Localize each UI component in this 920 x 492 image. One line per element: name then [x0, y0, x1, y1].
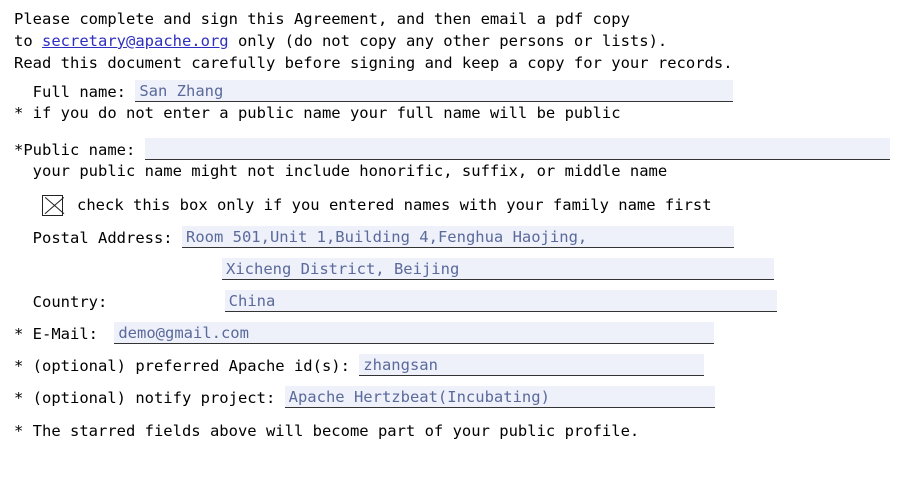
secretary-email-link[interactable]: secretary@apache.org — [42, 32, 229, 50]
public-name-input[interactable] — [145, 138, 890, 160]
intro-paragraph — [14, 8, 920, 74]
intro-line-1: Please complete and sign this Agreement, and then email a pdf copy — [14, 10, 630, 28]
public-name-label: *Public name: — [14, 141, 145, 160]
notify-project-label: * (optional) notify project: — [14, 388, 285, 407]
postal-address-label: Postal Address: — [14, 228, 182, 247]
country-label: Country: — [14, 292, 117, 311]
starred-fields-note: * The starred fields above will become part of your public profile. — [14, 421, 640, 440]
notify-project-input[interactable]: Apache Hertzbeat(Incubating) — [285, 386, 715, 408]
apache-id-label: * (optional) preferred Apache id(s): — [14, 356, 360, 375]
full-name-label: Full name: — [14, 82, 136, 101]
full-name-input[interactable]: San Zhang — [135, 80, 733, 102]
intro-line-2-suffix: only (do not copy any other persons or lists). — [228, 32, 668, 50]
public-name-note: your public name might not include honorific, suffix, or middle name — [14, 162, 668, 181]
checkbox-checked-icon[interactable] — [42, 195, 63, 216]
postal-address-row-1 — [14, 226, 920, 248]
apache-id-input[interactable]: zhangsan — [359, 354, 704, 376]
intro-line-3: Read this document carefully before signing and keep a copy for your records. — [14, 54, 733, 72]
intro-line-2-prefix: to — [14, 32, 42, 50]
notify-project-row — [14, 386, 920, 408]
postal-address-input-line1[interactable]: Room 501,Unit 1,Building 4,Fenghua Haojing, — [182, 226, 734, 248]
email-input[interactable]: demo@gmail.com — [114, 322, 714, 344]
country-input[interactable]: China — [225, 290, 777, 312]
family-name-first-row — [42, 195, 920, 216]
family-name-first-label: check this box only if you entered names with your family name first — [77, 196, 712, 215]
public-name-row — [14, 138, 920, 160]
email-row — [14, 322, 920, 344]
country-row — [14, 290, 920, 312]
full-name-row — [14, 80, 920, 102]
postal-address-row-2 — [222, 258, 920, 280]
full-name-note: * if you do not enter a public name your full name will be public — [14, 104, 621, 122]
postal-address-input-line2[interactable]: Xicheng District, Beijing — [222, 258, 774, 280]
apache-id-row — [14, 354, 920, 376]
email-label: * E-Mail: — [14, 324, 108, 343]
